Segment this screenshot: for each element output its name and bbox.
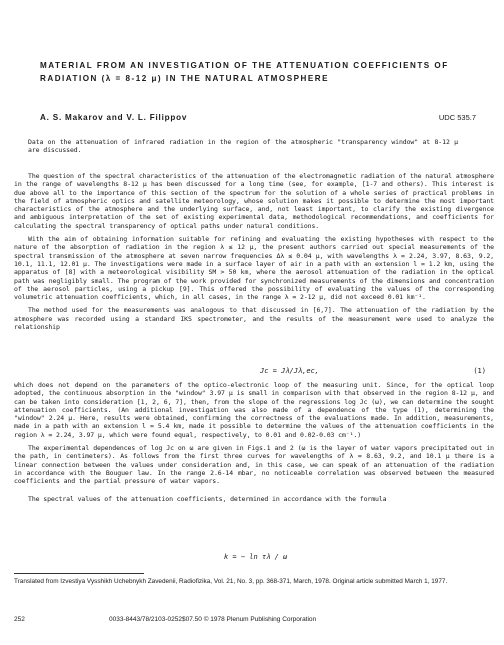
page-number: 252 [14, 616, 25, 623]
abstract [28, 138, 458, 155]
abstract-text: Data on the attenuation of infrared radiation in the region of the atmospheric "transparency window" at 8-12 μ are discussed. [28, 138, 458, 155]
body-section-1 [14, 172, 494, 331]
page-footer [14, 616, 494, 626]
copyright-line: 0033-8443/78/2103-0252$07.50 © 1978 Plenum Publishing Corporation [109, 616, 317, 623]
paragraph: which does not depend on the parameters of the optico-electronic loop of the measuring unit. Since, for the optical loop adopted, the continuous absorption in the "window" 3.97 μ is small in comparison with that observed in the region 8-12 μ, and can be taken into consideration [1, 2, 6, 7], then, from the slope of the regressions log Jc (ω), we can determine the sought attenuation coefficients. (An additional investigation was also made of a dependence of the type (1), determining the "window" 2.24 μ. Here, results were obtained, confirming the correctness of the evaluations made. In addition, measurements, made in a path with an extension l = 5.4 km, made it possible to determine the values of the attenuation coefficients in the region λ = 2.24, 3.97 μ, which were found equal, respectively, to 0.01 and 0.02-0.03 cm⁻¹.) [14, 381, 494, 439]
equation-formula: Jc = Jλ/Jλ,ec, [260, 367, 320, 375]
paragraph: The question of the spectral characteristics of the attenuation of the electromagnetic radiation of the natural atmosphere in the range of wavelengths 8-12 μ has been discussed for a long time (see, for example, [1-7 and others). This interest is due above all to the importance of this section of the spectrum for the solution of a whole series of practical problems in the field of atmospheric optics and satellite meteorology, whose solution makes it possible to determine the most important characteristics of the atmosphere and the underlying surface, and, not least important, to clarify the existing divergence and ambiguous interpretation of the set of existing experimental data, methodological recommendations, and coefficients for calculating the spectral transparency of optical paths under natural conditions. [14, 172, 494, 230]
paragraph: The spectral values of the attenuation coefficients, determined in accordance with the formula [28, 494, 387, 503]
equation-1 [14, 367, 494, 377]
equation-formula: k = − ln τλ / ω [224, 553, 288, 561]
footnote-divider [14, 573, 144, 574]
translation-footnote: Translated from Izvestiya Vysshikh Uchebnykh Zavedenii, Radiofizika, Vol. 21, No. 3, pp. 368-371, March, 1978. Original article submitted March 1, 1977. [14, 578, 448, 585]
paragraph: The method used for the measurements was analogous to that discussed in [6,7]. The attenuation of the radiation by the atmosphere was recorded using a standard IKS spectrometer, and the results of the measurement were used to analyze the relationship [14, 306, 494, 332]
paragraph: The experimental dependences of log Jc on ω are given in Figs.1 and 2 (ω is the layer of water vapors precipitated out in the path, in centimeters). As follows from the first three curves for wavelengths of λ = 8.63, 9.2, and 10.1 μ there is a linear connection between the values under consideration and, in this case, we can speak of an attenuation of the radiation in accordance with the Bouguer law. In the range 2.6-14 mbar, no noticeable correlation was observed between the measured coefficients and the partial pressure of water vapors. [14, 444, 494, 486]
equation-2 [14, 553, 494, 563]
article-authors: A. S. Makarov and V. L. Filippov [40, 113, 188, 122]
body-section-2 [14, 381, 494, 503]
udc-code: UDC 535.7 [438, 113, 476, 122]
equation-number: (1) [473, 367, 486, 375]
paragraph: With the aim of obtaining information suitable for refining and evaluating the existing hypotheses with respect to the nature of the absorption of radiation in the region λ ≤ 12 μ, the present authors carried out special measurements of the spectral transmission of the atmosphere at seven narrow frequencies Δλ ≤ 0.04 μ, with wavelengths λ = 2.24, 3.97, 8.63, 9.2, 10.1, 11.1, 12.01 μ. The investigations were made in a surface layer of air in a path with an extension l = 1.2 km, using the apparatus of [8] with a meteorological visibility SM > 50 km, where the aerosol attenuation of the radiation in the optical path was negligibly small. The program of the work provided for synchronized measurements of the dimensions and concentration of the aerosol particles, using a pickup [9]. This offered the possibility of evaluating the values of the corresponding volumetric attenuation coefficients, which, in all cases, in the range λ = 2-12 μ, did not exceed 0.01 km⁻¹. [14, 235, 494, 302]
article-title: MATERIAL FROM AN INVESTIGATION OF THE ATTENUATION COEFFICIENTS OF RADIATION (λ = 8-12 μ) IN THE NATURAL ATMOSPHERE [40, 61, 449, 83]
